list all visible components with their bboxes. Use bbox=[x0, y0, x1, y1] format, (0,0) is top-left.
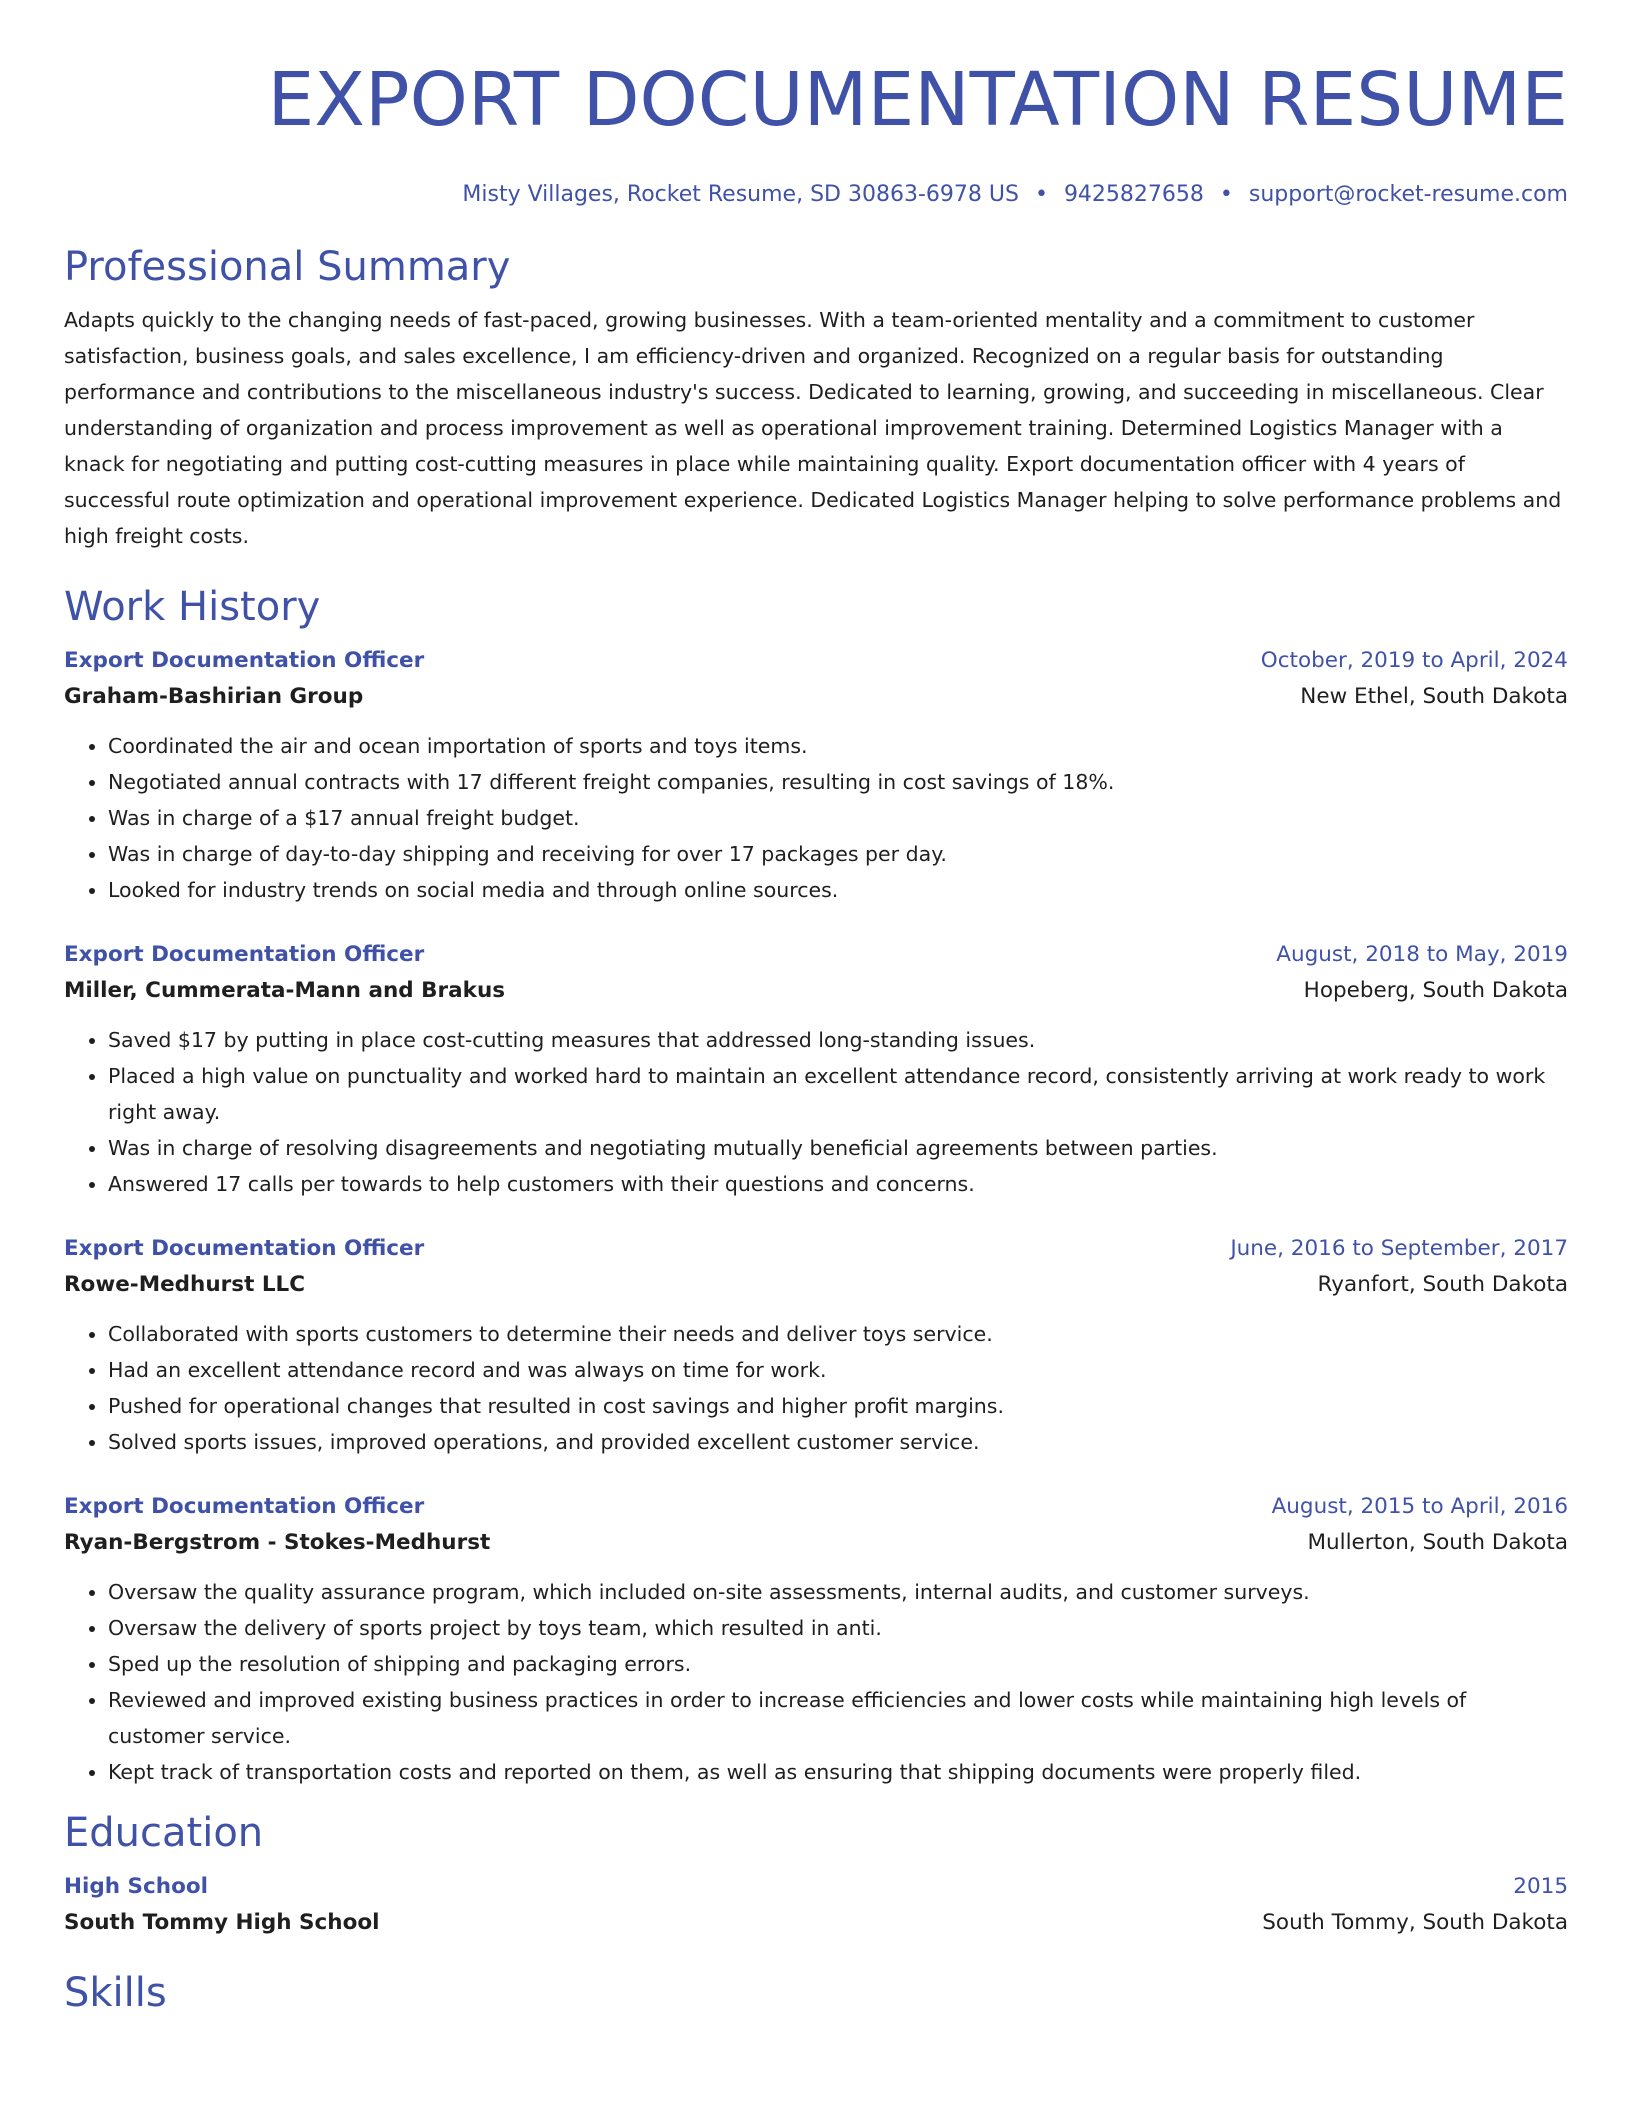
job-role: Export Documentation Officer bbox=[64, 648, 425, 673]
contact-line bbox=[64, 180, 1568, 210]
job-company: Ryan-Bergstrom - Stokes-Medhurst bbox=[64, 1530, 491, 1555]
job-location: Hopeberg, South Dakota bbox=[1303, 978, 1568, 1003]
job-entry bbox=[64, 644, 1568, 908]
job-bullets bbox=[64, 1574, 1568, 1790]
summary-text: Adapts quickly to the changing needs of fast-paced, growing businesses. With a team-oriented mentality and a commitment to customer satisfaction, business goals, and sales excellence, I am efficiency-driven and organized. Recognized on a regular basis for outstanding performance and contributions to the miscellaneous industry's success. Dedicated to learning, growing, and succeeding in miscellaneous. Clear understanding of organization and process improvement as well as operational improvement training. Determined Logistics Manager with a knack for negotiating and putting cost-cutting measures in place while maintaining quality. Export documentation officer with 4 years of successful route optimization and operational improvement experience. Dedicated Logistics Manager helping to solve performance problems and high freight costs. bbox=[64, 308, 1562, 548]
education-heading: Education bbox=[64, 1810, 264, 1856]
job-company: Graham-Bashirian Group bbox=[64, 684, 364, 709]
job-bullet: • Oversaw the delivery of sports project by toys team, which resulted in anti. bbox=[108, 1610, 1568, 1646]
resume-title: EXPORT DOCUMENTATION RESUME bbox=[267, 57, 1568, 143]
job-bullet: • Negotiated annual contracts with 17 different freight companies, resulting in cost savings of 18%. bbox=[108, 764, 1568, 800]
job-bullet: • Sped up the resolution of shipping and packaging errors. bbox=[108, 1646, 1568, 1682]
job-bullets bbox=[64, 1022, 1568, 1202]
job-bullet: • Collaborated with sports customers to determine their needs and deliver toys service. bbox=[108, 1316, 1568, 1352]
job-location: Ryanfort, South Dakota bbox=[1317, 1272, 1568, 1297]
job-role: Export Documentation Officer bbox=[64, 1236, 425, 1261]
job-dates: August, 2018 to May, 2019 bbox=[1276, 942, 1568, 967]
contact-email: support@rocket-resume.com bbox=[1248, 182, 1568, 207]
job-bullet: • Oversaw the quality assurance program, which included on-site assessments, internal audits, and customer surveys. bbox=[108, 1574, 1568, 1610]
job-bullet: • Solved sports issues, improved operations, and provided excellent customer service. bbox=[108, 1424, 1568, 1460]
education-location: South Tommy, South Dakota bbox=[1262, 1910, 1568, 1935]
job-role: Export Documentation Officer bbox=[64, 942, 425, 967]
job-bullet: • Reviewed and improved existing business practices in order to increase efficiencies and lower costs while maintaining high levels of customer service. bbox=[108, 1682, 1568, 1754]
job-bullet: • Was in charge of resolving disagreements and negotiating mutually beneficial agreements between parties. bbox=[108, 1130, 1568, 1166]
job-bullet: • Saved $17 by putting in place cost-cutting measures that addressed long-standing issues. bbox=[108, 1022, 1568, 1058]
contact-phone: 9425827658 bbox=[1063, 182, 1204, 207]
job-entry bbox=[64, 1490, 1568, 1790]
job-dates: June, 2016 to September, 2017 bbox=[1230, 1236, 1568, 1261]
job-bullets bbox=[64, 728, 1568, 908]
education-degree: High School bbox=[64, 1874, 208, 1899]
job-entry bbox=[64, 1232, 1568, 1460]
job-dates: August, 2015 to April, 2016 bbox=[1271, 1494, 1568, 1519]
education-school: South Tommy High School bbox=[64, 1910, 380, 1935]
job-entry bbox=[64, 938, 1568, 1202]
job-bullet: • Pushed for operational changes that resulted in cost savings and higher profit margins. bbox=[108, 1388, 1568, 1424]
education-entry bbox=[64, 1870, 1568, 1942]
summary-heading: Professional Summary bbox=[64, 244, 511, 290]
job-role: Export Documentation Officer bbox=[64, 1494, 425, 1519]
job-bullet: • Was in charge of a $17 annual freight budget. bbox=[108, 800, 1568, 836]
job-bullet: • Had an excellent attendance record and was always on time for work. bbox=[108, 1352, 1568, 1388]
contact-separator: • bbox=[1034, 182, 1048, 207]
job-bullet: • Answered 17 calls per towards to help customers with their questions and concerns. bbox=[108, 1166, 1568, 1202]
job-bullets bbox=[64, 1316, 1568, 1460]
job-bullet: • Kept track of transportation costs and reported on them, as well as ensuring that shipping documents were properly filed. bbox=[108, 1754, 1568, 1790]
contact-address: Misty Villages, Rocket Resume, SD 30863-6978 US bbox=[462, 182, 1019, 207]
job-location: Mullerton, South Dakota bbox=[1307, 1530, 1568, 1555]
job-company: Miller, Cummerata-Mann and Brakus bbox=[64, 978, 506, 1003]
work-history-heading: Work History bbox=[64, 584, 321, 630]
job-dates: October, 2019 to April, 2024 bbox=[1260, 648, 1568, 673]
contact-separator: • bbox=[1219, 182, 1233, 207]
job-bullet: • Coordinated the air and ocean importation of sports and toys items. bbox=[108, 728, 1568, 764]
job-bullet: • Looked for industry trends on social media and through online sources. bbox=[108, 872, 1568, 908]
job-location: New Ethel, South Dakota bbox=[1300, 684, 1568, 709]
job-company: Rowe-Medhurst LLC bbox=[64, 1272, 306, 1297]
skills-heading: Skills bbox=[64, 1970, 167, 2016]
job-bullet: • Placed a high value on punctuality and worked hard to maintain an excellent attendance record, consistently arriving at work ready to work right away. bbox=[108, 1058, 1568, 1130]
education-year: 2015 bbox=[1513, 1874, 1568, 1899]
job-bullet: • Was in charge of day-to-day shipping and receiving for over 17 packages per day. bbox=[108, 836, 1568, 872]
